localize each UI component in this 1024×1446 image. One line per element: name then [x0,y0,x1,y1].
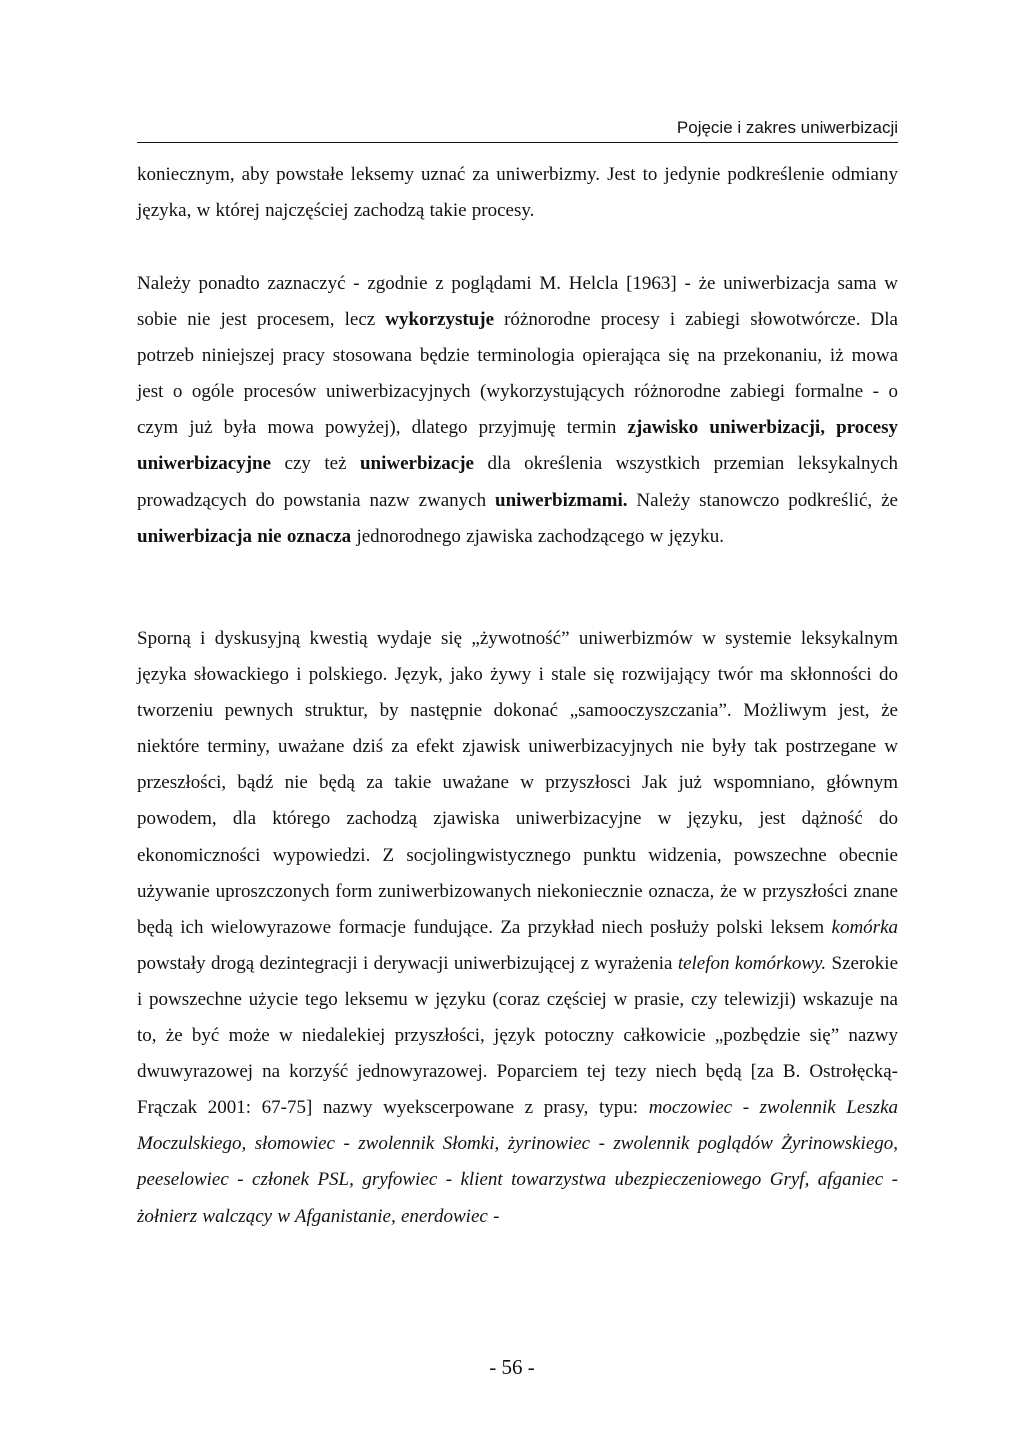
page-number: - 56 - [489,1355,535,1379]
text-run: Należy stanowczo podkreślić, że [627,489,898,511]
text-run: powstały drogą dezintegracji i derywacji uniwerbizującej z wyrażenia [137,952,678,974]
text-run: Szerokie i powszechne użycie tego leksemu w języku (coraz częściej w prasie, czy telewizji) wskazuje na to, że być może w niedalekiej przyszłości, język potoczny całkowicie „pozbędzie się” nazwy dwuwyrazowej na korzyść jednowyrazowej. Poparciem tej tezy niech będą [za B. Ostrołęcką- Frączak 2001: 67-75] nazwy wyekscerpowane z prasy, typu: [137,952,898,1119]
bold-term: uniwerbizmami. [495,489,628,511]
text-run: jednorodnego zjawiska zachodzącego w języku. [351,525,725,547]
text-run: Należy ponadto zaznaczyć - zgodnie z poglądami M. Helcla [1963] - że uniwerbizacja sama w sobie nie jest procesem, lecz [137,273,898,331]
bold-term: uniwerbizacja nie oznacza [137,525,352,547]
text-run: czy też [271,453,360,475]
italic-example: komórka [831,916,898,938]
text-run: Sporną i dyskusyjną kwestią wydaje się „żywotność” uniwerbizmów w systemie leksykalnym języka słowackiego i polskiego. Język, jako żywy i stale się rozwijający twór ma skłonności do tworzeniu pewnych struktur, by następnie dokonać „samooczyszczania”. Możliwym jest, że niektóre terminy, uważane dziś za efekt zjawisk uniwerbizacyjnych nie były tak postrzegane w przeszłości, bądź nie będą za takie uważane w przyszłosci Jak już wspomniano, głównym powodem, dla którego zachodzą zjawiska uniwerbizacyjne w języku, jest dążność do ekonomiczności wypowiedzi. Z socjolingwistycznego punktu widzenia, powszechne obecnie używanie uproszczonych form zuniwerbizowanych niekoniecznie oznacza, że w przyszłości znane będą ich wielowyrazowe formacje fundujące. Za przykład niech posłuży polski leksem [137,628,898,938]
bold-term: wykorzystuje [385,309,494,331]
paragraph-1 [137,157,898,229]
running-header: Pojęcie i zakres uniwerbizacji [676,118,898,137]
bold-term: uniwerbizacje [359,453,474,475]
text-run: dla określenia wszystkich przemian leksykalnych prowadzących do powstania nazw zwanych [137,453,898,511]
paragraph-3 [137,621,898,1235]
italic-example: telefon komórkowy. [677,952,827,974]
text-run: różnorodne procesy i zabiegi słowotwórcze. Dla potrzeb niniejszej pracy stosowana będzie terminologia opierająca się na przekonaniu, iż mowa jest o ogóle procesów uniwerbizacyjnych (wykorzystujących różnorodne zabiegi formalne - o czym już była mowa powyżej), dlatego przyjmuję termin [137,309,898,439]
italic-example: moczowiec - zwolennik Leszka Moczulskiego, słomowiec - zwolennik Słomki, żyrinowiec - zwolennik poglądów Żyrinowskiego, peeselowiec - członek PSL, gryfowiec - klient towarzystwa ubezpieczeniowego Gryf, afganiec - żołnierz walczący w Afganistanie, enerdowiec - [137,1097,899,1227]
bold-term: zjawisko uniwerbizacji, procesy uniwerbizacyjne [137,417,898,475]
header-rule [137,142,898,143]
paragraph-2 [137,266,898,555]
text-run: koniecznym, aby powstałe leksemy uznać za uniwerbizmy. Jest to jedynie podkreślenie odmiany języka, w której najczęściej zachodzą takie procesy. [137,164,898,222]
